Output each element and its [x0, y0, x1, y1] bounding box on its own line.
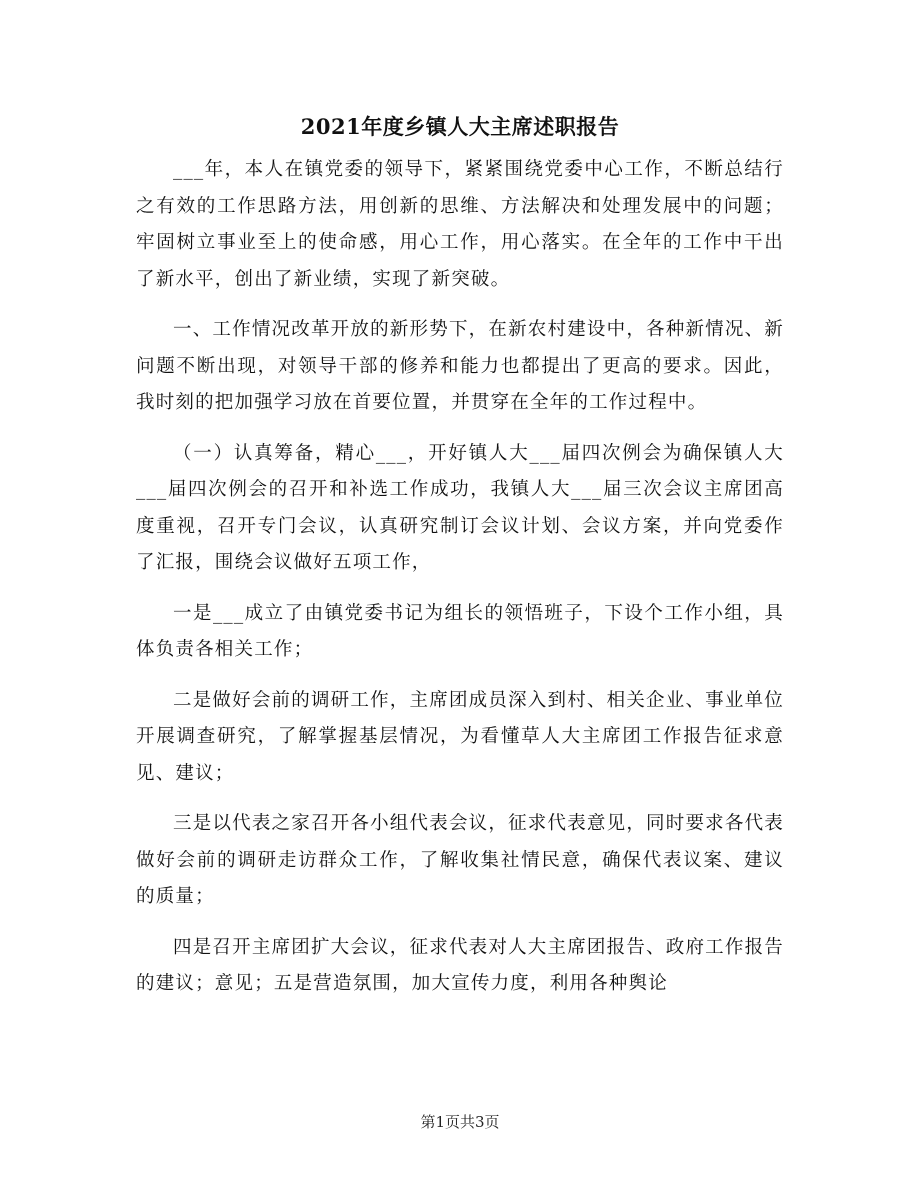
- document-title: 2021年度乡镇人大主席述职报告: [300, 114, 620, 139]
- paragraph-item-two: 二是做好会前的调研工作，主席团成员深入到村、相关企业、事业单位开展调查研究，了解掌握基层情况，为看懂草人大主席团工作报告征求意见、建议；: [136, 689, 784, 784]
- paragraph-intro: ___年，本人在镇党委的领导下，紧紧围绕党委中心工作，不断总结行之有效的工作思路方法，用创新的思维、方法解决和处理发展中的问题；牢固树立事业至上的使命感，用心工作，用心落实。在全年的工作中干出了新水平，创出了新业绩，实现了新突破。: [136, 159, 784, 290]
- paragraph-item-four: 四是召开主席团扩大会议，征求代表对人大主席团报告、政府工作报告的建议；意见；五是营造氛围，加大宣传力度，利用各种舆论: [136, 936, 784, 994]
- paragraph-subsection-one: （一）认真筹备，精心___，开好镇人大___届四次例会为确保镇人大___届四次例会的召开和补选工作成功，我镇人大___届三次会议主席团高度重视，召开专门会议，认真研究制订会议计划、会议方案，并向党委作了汇报，围绕会议做好五项工作，: [136, 442, 784, 573]
- paragraph-section-one: 一、工作情况改革开放的新形势下，在新农村建设中，各种新情况、新问题不断出现，对领导干部的修养和能力也都提出了更高的要求。因此，我时刻的把加强学习放在首要位置，并贯穿在全年的工作过程中。: [136, 319, 784, 413]
- paragraph-item-one: 一是___成立了由镇党委书记为组长的领悟班子，下设个工作小组，具体负责各相关工作；: [136, 602, 784, 660]
- document-body: [136, 152, 784, 1017]
- page-indicator: 第1页共3页: [420, 1113, 500, 1131]
- paragraph-item-three: 三是以代表之家召开各小组代表会议，征求代表意见，同时要求各代表做好会前的调研走访群众工作，了解收集社情民意，确保代表议案、建议的质量；: [136, 813, 784, 907]
